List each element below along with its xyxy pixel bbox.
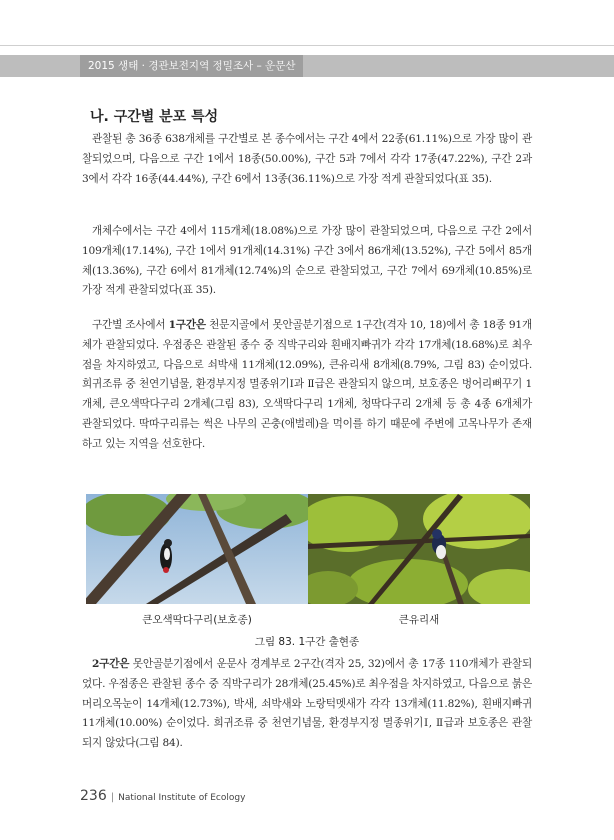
p3-bold: 1구간은 xyxy=(168,319,206,331)
page-number: 236 xyxy=(80,788,107,804)
p3-lead: 구간별 조사에서 xyxy=(92,319,169,331)
woodpecker-photo xyxy=(86,494,308,604)
paragraph-individual-count: 개체수에서는 구간 4에서 115개체(18.08%)으로 가장 많이 관찰되었으며, 다음으로 구간 2에서 109개체(17.14%), 구간 1에서 91개체(14.31%) 구간 3에서 86개체(13.52%), 구간 5에서 85개체(13.36%), 구간 6에서 81개체(12.74%)의 순으로 관찰되었고, 구간 7에서 69개체(10.85%)로 가장 적게 관찰되었다(표 35). xyxy=(82,225,532,297)
flycatcher-image xyxy=(308,494,530,604)
institute-name: National Institute of Ecology xyxy=(118,793,246,803)
right-photo-caption: 큰유리새 xyxy=(398,614,440,626)
section-title: 나. 구간별 분포 특성 xyxy=(90,109,219,125)
p4-bold: 2구간은 xyxy=(92,658,130,670)
p4-rest: 못안골분기점에서 운문사 경계부로 2구간(격자 25, 32)에서 총 17종 110개체가 관찰되었다. 우점종은 관찰된 종수 중 직박구리가 28개체(25.45%)로 최우점을 차지하였고, 다음으로 붉은머리오목눈이 14개체(12.73%), 박새, 쇠박새와 노랑턱멧새가 각각 13개체(11.82%), 흰배지빠귀 11개체(10.00%) 순이었다. 희귀조류 중 천연기념물, 환경부지정 멸종위기Ⅰ, Ⅱ급과 보호종은 관찰되지 않았다(그림 84). xyxy=(82,658,532,750)
paragraph-section-2 xyxy=(82,655,532,754)
footer-separator: | xyxy=(110,792,115,803)
page-footer xyxy=(80,785,245,804)
left-photo-caption: 큰오색딱다구리(보호종) xyxy=(142,614,252,626)
figure-title: 그림 83. 1구간 출현종 xyxy=(254,636,360,648)
running-header: 2015 생태 · 경관보전지역 정밀조사 – 운문산 xyxy=(80,55,303,77)
top-rule xyxy=(0,45,614,46)
flycatcher-photo xyxy=(308,494,530,604)
p3-rest: 천문지골에서 못안골분기점으로 1구간(격자 10, 18)에서 총 18종 91개체가 관찰되었다. 우점종은 관찰된 종수 중 직박구리와 흰배지빠귀가 각각 17개체(18.68%)로 최우점을 차지하였고, 다음으로 쇠박새 11개체(12.09%), 큰유리새 8개체(8.79%, 그림 83) 순이었다. 희귀조류 중 천연기념물, 환경부지정 멸종위기Ⅰ과 Ⅱ급은 관찰되지 않으며, 보호종은 벙어리뻐꾸기 1개체, 큰오색딱다구리 2개체(그림 83), 오색딱다구리 1개체, 청딱다구리 2개체 등 총 4종 6개체가 관찰되었다. 딱따구리류는 썩은 나무의 곤충(애벌레)을 먹이를 하기 때문에 주변에 고목나무가 존재하고 있는 지역을 선호한다. xyxy=(82,319,532,450)
paragraph-section-1 xyxy=(82,316,532,455)
paragraph-species-count: 관찰된 총 36종 638개체를 구간별로 본 종수에서는 구간 4에서 22종(61.11%)으로 가장 많이 관찰되었으며, 다음으로 구간 1에서 18종(50.00%), 구간 5과 7에서 각각 17종(47.22%), 구간 2과 3에서 각각 16종(44.44%), 구간 6에서 13종(36.11%)으로 가장 적게 관찰되었다(표 35). xyxy=(82,133,532,185)
woodpecker-image xyxy=(86,494,308,604)
